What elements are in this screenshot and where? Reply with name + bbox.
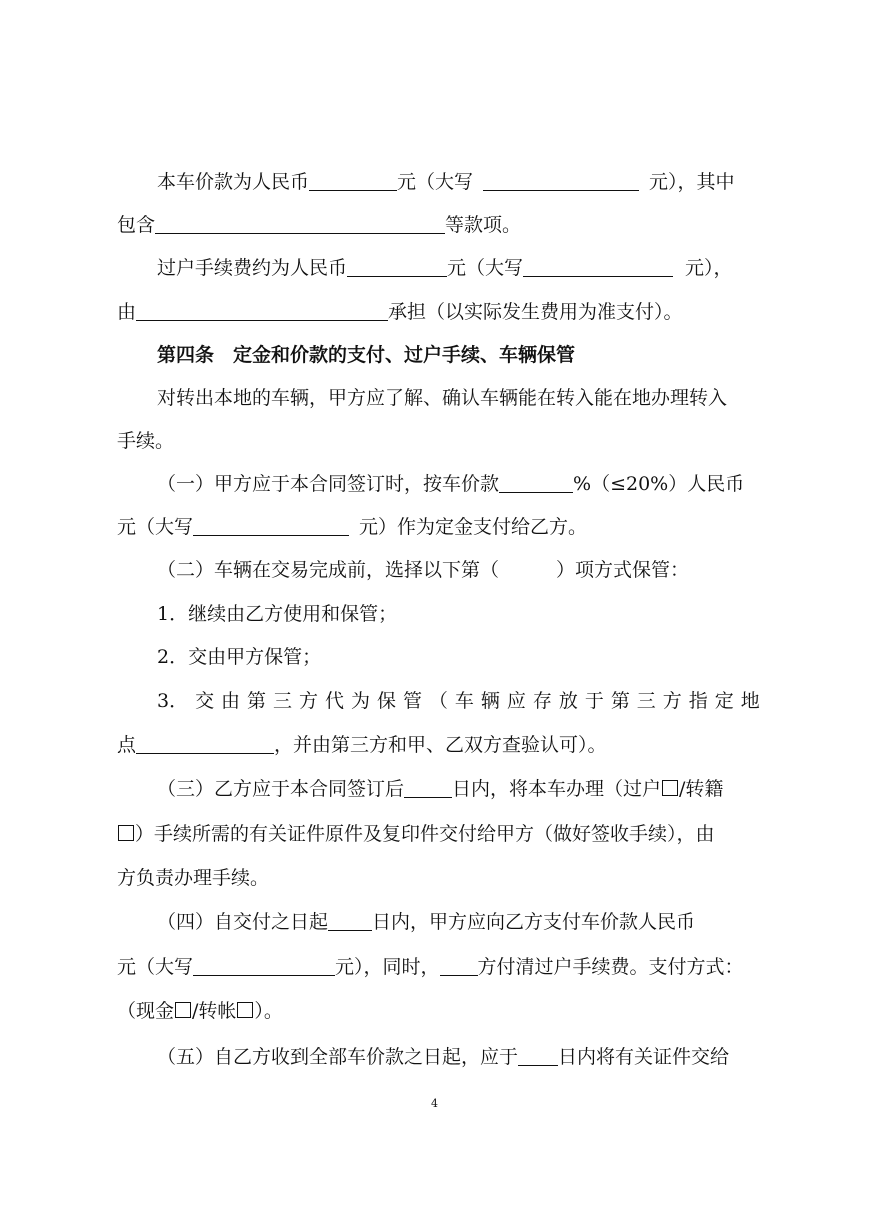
text-line: （二）车辆在交易完成前，选择以下第（ ）项方式保管： [157,559,690,581]
text-line: 包含 等款项。 [117,214,522,236]
checkbox-bank-transfer[interactable] [237,1002,253,1018]
text-line: （一）甲方应于本合同签订时，按车价款 %（≤20%）人民币 [157,473,745,495]
text-line: （现金 /转帐 ）。 [117,1000,283,1022]
checkbox-transfer[interactable] [662,780,678,796]
text-line: 手续。 [117,430,175,452]
blank-field[interactable] [440,956,478,976]
text-line: 3． 交 由 第 三 方 代 为 保 管 （ 车 辆 应 存 放 于 第 三 方 指 定 地 [157,690,760,712]
blank-field[interactable] [518,1046,558,1066]
blank-field[interactable] [136,734,274,754]
checkbox-cash[interactable] [175,1002,191,1018]
text-line: （四）自交付之日起 日内，甲方应向乙方支付车价款人民币 [157,911,696,933]
blank-field[interactable] [347,257,447,277]
blank-field[interactable] [523,257,673,277]
text-line: 元（大写 元）作为定金支付给乙方。 [117,516,588,538]
blank-field[interactable] [404,778,452,798]
text-line: 方负责办理手续。 [117,867,270,889]
text-line: （三）乙方应于本合同签订后 日内，将本车办理（过户 /转籍 [157,778,724,800]
checkbox-reregister[interactable] [118,825,134,841]
text-line: 过户手续费约为人民币 元（大写 元）， [157,257,733,279]
blank-field[interactable] [483,171,639,191]
text-line: 2．交由甲方保管； [157,646,322,668]
text-line: 1．继续由乙方使用和保管； [157,603,398,625]
blank-field[interactable] [193,516,349,536]
text-line: （五）自乙方收到全部车价款之日起，应于 日内将有关证件交给 [157,1046,730,1068]
blank-field[interactable] [155,214,445,234]
text-line: ）手续所需的有关证件原件及复印件交付给甲方（做好签收手续），由 [117,822,760,846]
text-line: 本车价款为人民币 元（大写 元），其中 [157,171,735,193]
page-number: 4 [431,1097,438,1110]
section-heading: 第四条 定金和价款的支付、过户手续、车辆保管 [157,344,576,366]
blank-field[interactable] [328,911,372,931]
text-line: 元（大写 元），同时， 方付清过户手续费。支付方式： [117,956,744,978]
blank-field[interactable] [136,301,388,321]
blank-field[interactable] [193,956,335,976]
text-line: 由 承担（以实际发生费用为准支付）。 [117,301,683,323]
blank-field[interactable] [499,473,573,493]
text-line: 对转出本地的车辆，甲方应了解、确认车辆能在转入能在地办理转入 [157,387,728,409]
blank-field[interactable] [309,171,397,191]
text-line: 点 ，并由第三方和甲、乙双方查验认可）。 [117,734,607,756]
